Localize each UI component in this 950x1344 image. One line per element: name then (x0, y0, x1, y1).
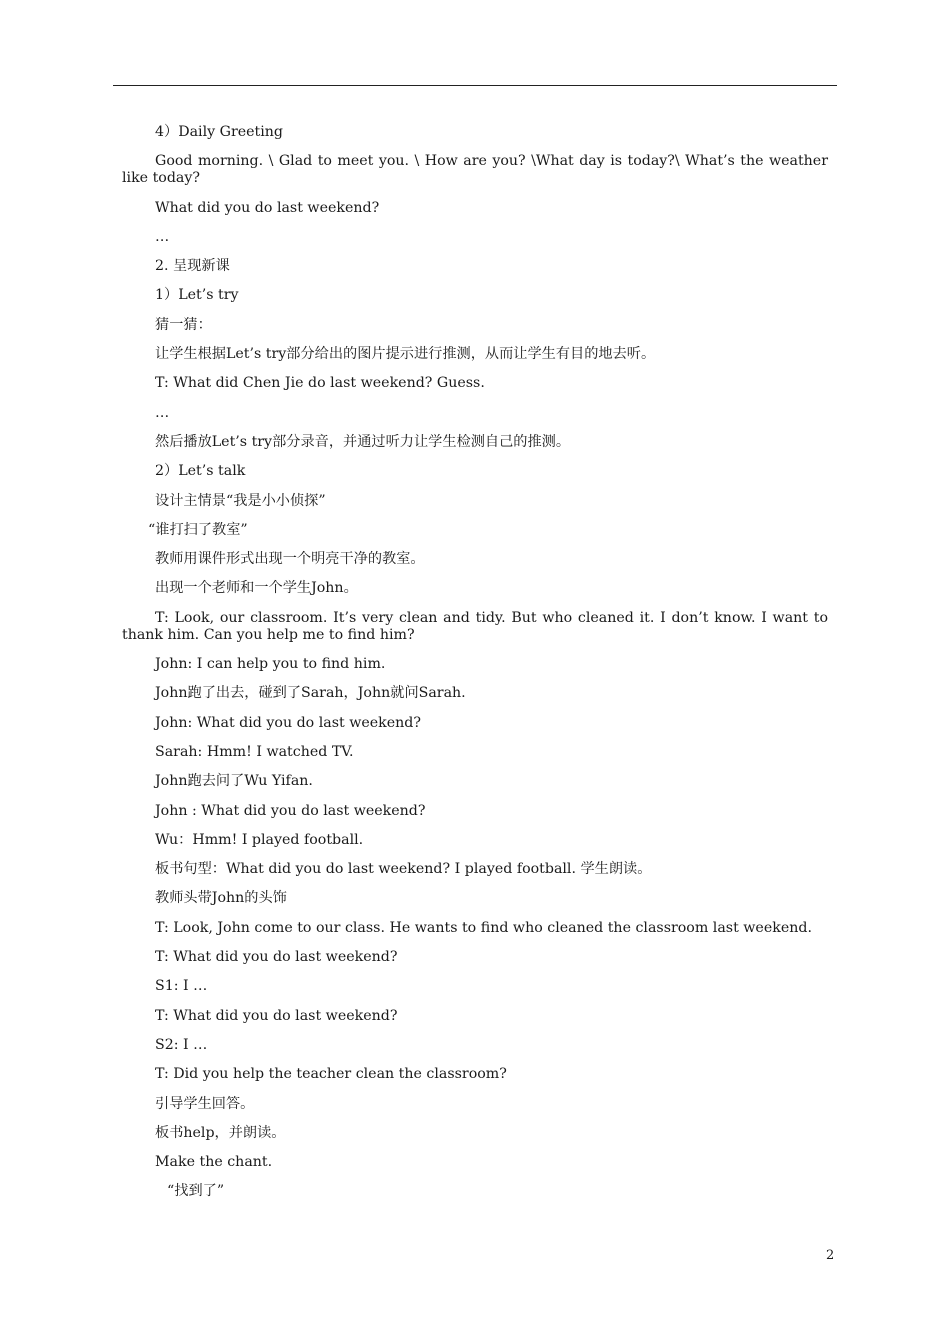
paragraph: 教师用课件形式出现一个明亮干净的教室。 (155, 551, 425, 568)
page-number: 2 (826, 1248, 835, 1263)
paragraph: 4）Daily Greeting (155, 124, 284, 140)
paragraph: Wu：Hmm! I played football. (155, 831, 364, 848)
paragraph: 猜一猜： (155, 316, 212, 333)
paragraph: Make the chant. (155, 1154, 273, 1171)
paragraph: John: I can help you to find him. (155, 656, 386, 673)
paragraph: … (155, 228, 170, 245)
paragraph: 设计主情景“我是小小侦探” (155, 492, 326, 509)
paragraph: T: Look, our classroom. It’s very clean and tidy. But who cleaned it. I don’t know. I want to thank him. Can you help me to find him? (122, 609, 833, 643)
paragraph: “找到了” (167, 1183, 225, 1200)
paragraph: S1: I … (155, 978, 208, 995)
paragraph: T: What did you do last weekend? (155, 1007, 398, 1024)
paragraph: John: What did you do last weekend? (155, 714, 421, 731)
paragraph: John : What did you do last weekend? (155, 802, 426, 819)
paragraph: 出现一个老师和一个学生John。 (155, 580, 358, 597)
paragraph: What did you do last weekend? (155, 199, 380, 216)
paragraph: Sarah: Hmm! I watched TV. (155, 743, 354, 760)
paragraph: T: What did Chen Jie do last weekend? Guess. (155, 375, 485, 392)
paragraph: 1）Let’s try (155, 287, 239, 304)
paragraph: 让学生根据Let’s try部分给出的图片提示进行推测，从而让学生有目的地去听。 (155, 346, 656, 363)
paragraph: 然后播放Let’s try部分录音，并通过听力让学生检测自己的推测。 (155, 433, 571, 450)
document-body (122, 124, 833, 1213)
paragraph: T: Look, John come to our class. He wants to find who cleaned the classroom last weekend. (155, 919, 812, 936)
paragraph: 教师头带John的头饰 (155, 890, 287, 907)
paragraph: T: What did you do last weekend? (155, 949, 398, 966)
paragraph: T: Did you help the teacher clean the classroom? (155, 1066, 507, 1083)
paragraph: 引导学生回答。 (155, 1095, 255, 1112)
paragraph: 2）Let’s talk (155, 463, 246, 480)
paragraph: … (155, 404, 170, 421)
paragraph: 板书help，并朗读。 (155, 1124, 286, 1141)
paragraph: S2: I … (155, 1036, 208, 1053)
paragraph: 2. 呈现新课 (155, 258, 230, 275)
paragraph: John跑了出去，碰到了Sarah，John就问Sarah. (155, 685, 466, 702)
paragraph: Good morning. \ Glad to meet you. \ How are you? \What day is today?\ What’s the weather like today? (122, 153, 833, 187)
paragraph: “谁打扫了教室” (148, 521, 248, 538)
paragraph: 板书句型：What did you do last weekend? I played football. 学生朗读。 (155, 861, 652, 878)
header-rule (113, 85, 837, 86)
paragraph: John跑去问了Wu Yifan. (155, 773, 313, 790)
